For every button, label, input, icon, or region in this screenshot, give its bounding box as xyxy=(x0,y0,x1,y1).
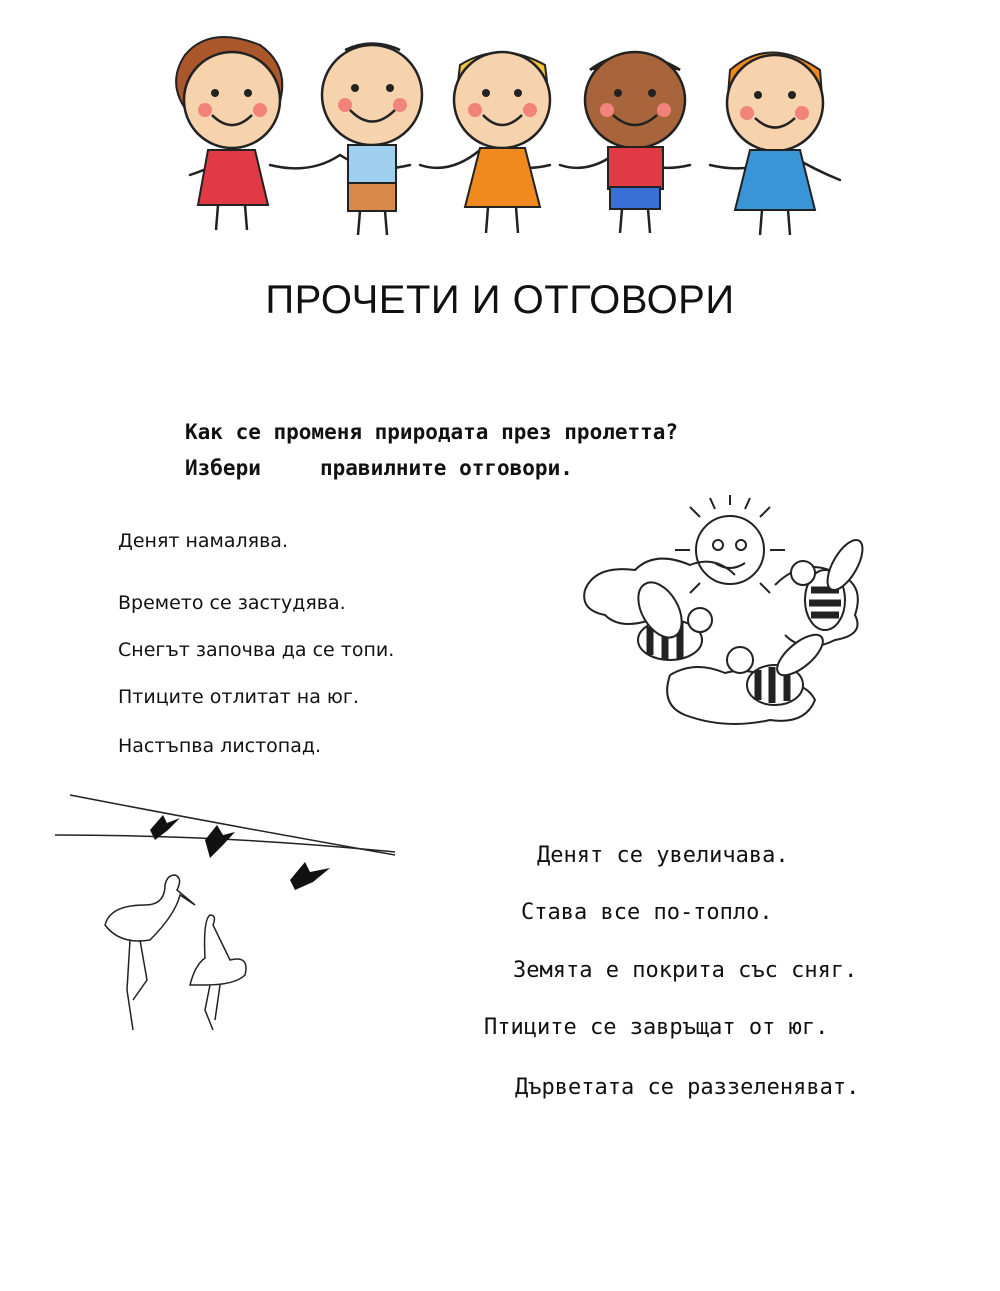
question-line-2-rest: правилните отговори. xyxy=(320,456,573,480)
option-right-5[interactable]: Дърветата се раззеленяват. xyxy=(515,1075,860,1100)
option-left-1[interactable]: Денят намалява. xyxy=(118,530,288,552)
bee-bottom xyxy=(727,628,829,705)
option-left-2[interactable]: Времето се застудява. xyxy=(118,592,346,614)
question-line-1: Как се променя природата през пролетта? xyxy=(185,420,679,444)
option-right-2[interactable]: Става все по-топло. xyxy=(521,900,773,925)
kid-3 xyxy=(454,52,550,233)
bee-left xyxy=(629,575,712,660)
children-illustration xyxy=(150,25,850,250)
option-right-3[interactable]: Земята е покрита със сняг. xyxy=(513,958,858,983)
sun-bees-illustration xyxy=(575,495,865,735)
kid-1 xyxy=(176,37,282,230)
kid-2 xyxy=(322,44,422,236)
page-title: ПРОЧЕТИ И ОТГОВОРИ xyxy=(265,278,735,322)
option-left-4[interactable]: Птиците отлитат на юг. xyxy=(118,686,359,708)
option-right-1[interactable]: Денят се увеличава. xyxy=(537,843,789,868)
kid-4 xyxy=(585,52,685,233)
kid-5 xyxy=(727,53,823,236)
question-line-2-word: Избери xyxy=(185,456,261,480)
option-left-5[interactable]: Настъпва листопад. xyxy=(118,735,322,757)
swallows xyxy=(150,815,330,890)
option-left-3[interactable]: Снегът започва да се топи. xyxy=(118,639,395,661)
option-right-4[interactable]: Птиците се завръщат от юг. xyxy=(484,1015,829,1040)
storks-illustration xyxy=(55,790,400,1035)
bee-right xyxy=(791,535,869,630)
